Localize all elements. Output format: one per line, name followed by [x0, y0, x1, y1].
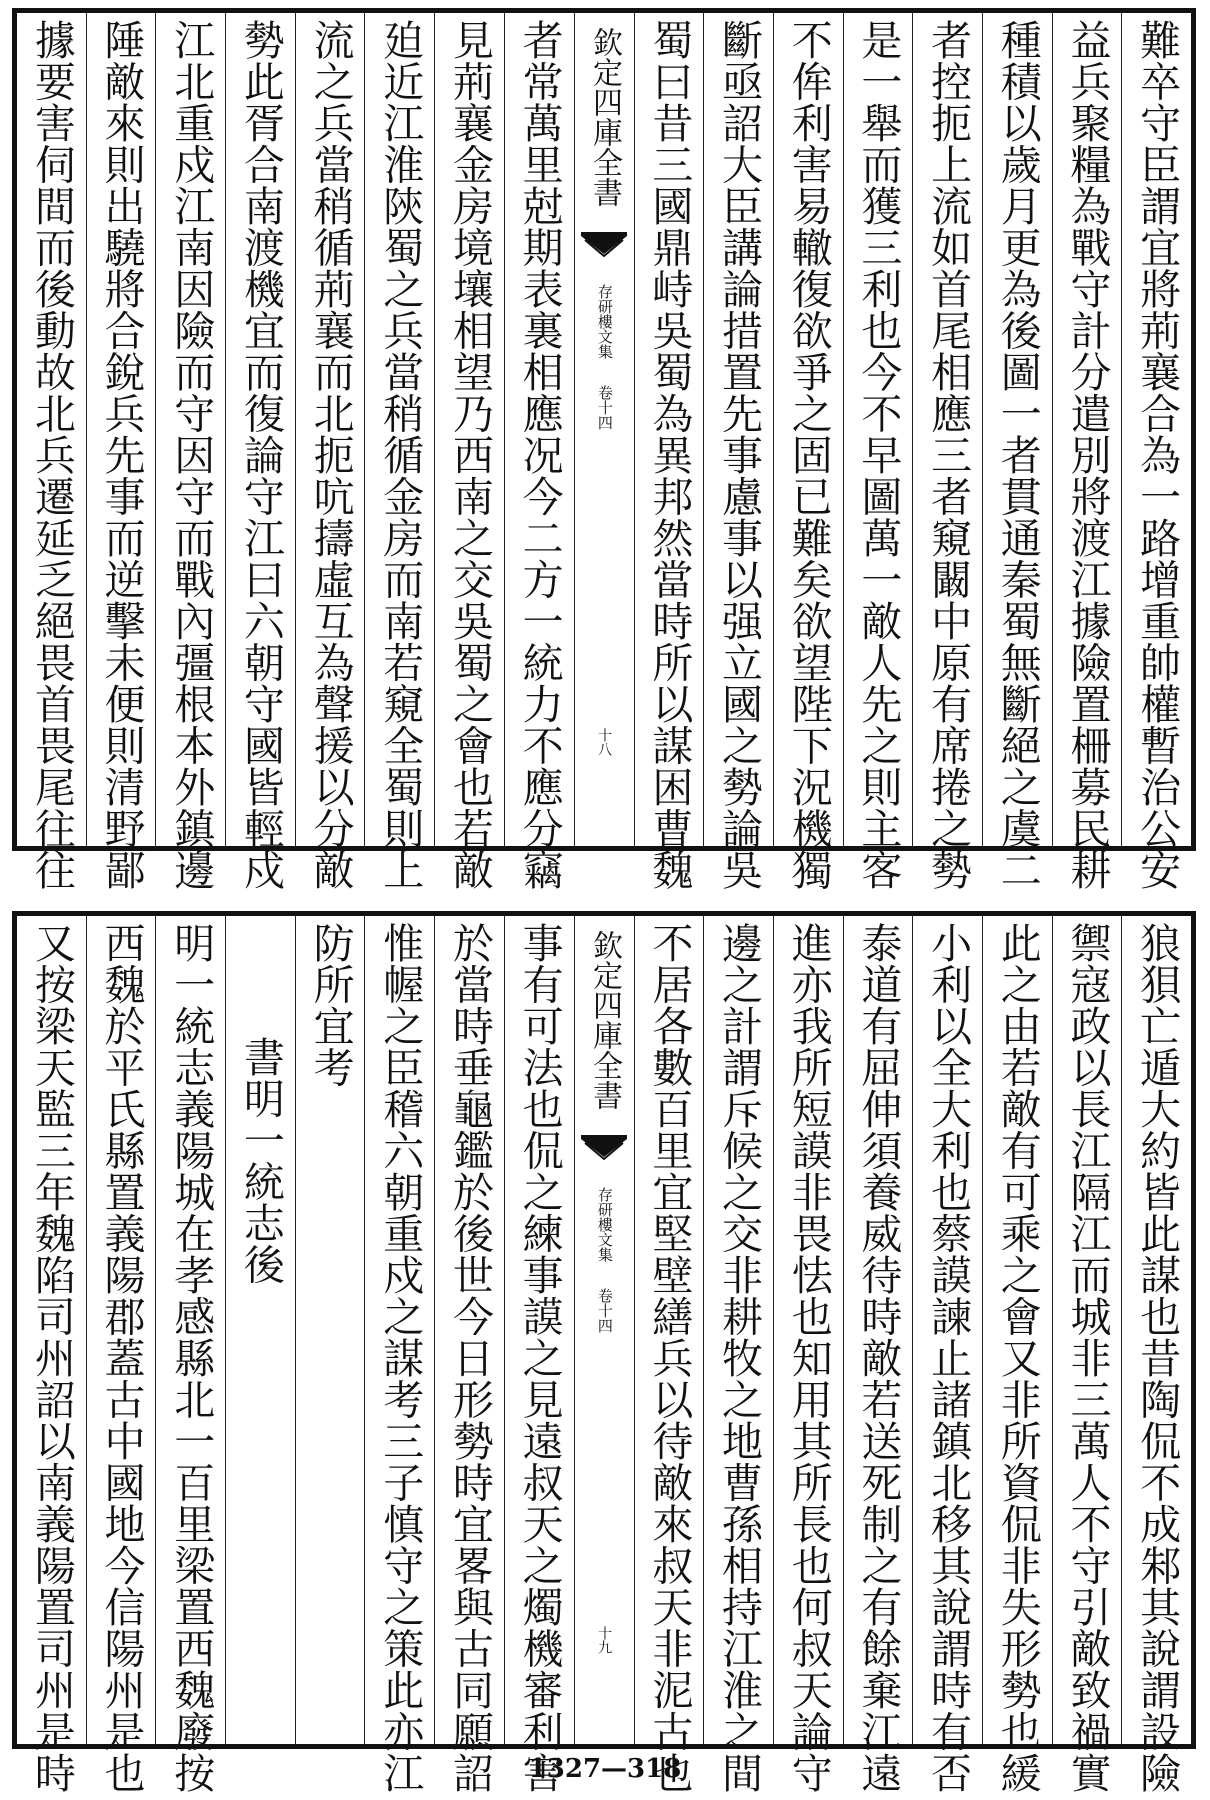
column-text: 於當時垂龜鑑於後世今日形勢時宜畧與古同願詔: [445, 922, 494, 1794]
text-column: [982, 13, 1052, 891]
text-column: [773, 13, 843, 891]
column-text: 惟幄之臣稽六朝重戍之謀考三子慎守之策此亦江: [376, 922, 425, 1794]
column-text: 斷亟詔大臣講論措置先事慮事以强立國之勢論吳: [715, 19, 764, 891]
text-column: [1121, 916, 1191, 1794]
column-text: 陲敵來則出驍將合銳兵先事而逆擊未便則清野鄙: [97, 19, 146, 891]
text-column: [364, 13, 434, 891]
column-text: 又按梁天監三年魏陷司州詔以南義陽置司州是時: [27, 922, 76, 1794]
fish-tail-mark-icon: [581, 232, 627, 258]
text-column: [17, 916, 86, 1794]
text-column: [912, 13, 982, 891]
text-column: [86, 916, 156, 1794]
page-number: 1327—318: [528, 1754, 682, 1784]
column-text: 明一統志義陽城在孝感縣北一百里梁置西魏廢按: [167, 922, 216, 1794]
text-column: [982, 916, 1052, 1794]
column-text: 事有可法也侃之練事謨之見遠叔天之燭機審利害: [515, 922, 564, 1794]
text-column: [504, 916, 574, 1794]
text-column: [434, 916, 504, 1794]
column-text: 此之由若敵有可乘之會又非所資侃非失形勢也緩: [993, 922, 1042, 1794]
column-text: 狼狽亡遁大約皆此謀也昔陶侃不成邾其說謂設險: [1133, 922, 1182, 1794]
column-text: 種積以歲月更為後圖一者貫通秦蜀無斷絕之虞二: [993, 19, 1042, 891]
column-text: 據要害伺間而後動故北兵遷延乏絕畏首畏尾往往: [27, 19, 76, 891]
column-text: 者控扼上流如首尾相應三者窺闞中原有席捲之勢: [924, 19, 973, 891]
column-text: 廹近江淮陝蜀之兵當稍循金房而南若窺全蜀則上: [376, 19, 425, 891]
text-column: [295, 916, 365, 1744]
text-column: [1052, 916, 1122, 1794]
column-text: 泰道有屈伸須養威待時敵若送死制之有餘棄江遠: [854, 922, 903, 1794]
column-text: 不侔利害易轍復欲爭之固已難矣欲望陛下況機獨: [784, 19, 833, 891]
text-column: [17, 13, 86, 891]
juan-number: 卷十四: [595, 1288, 614, 1333]
column-text: 禦寇政以長江隔江而城非三萬人不守引敵致禍實: [1063, 922, 1112, 1794]
folio-number: 十八: [596, 728, 612, 756]
book-title: 存研樓文集: [595, 284, 614, 359]
page-center-block: [574, 13, 634, 846]
top-page: [12, 8, 1196, 891]
text-column: [634, 916, 704, 1794]
essay-title: 書明一統志後: [236, 1036, 285, 1285]
text-column: [86, 13, 156, 891]
text-column: [295, 13, 365, 891]
column-text: 流之兵當稍循荊襄而北扼吭擣虛互為聲援以分敵: [306, 19, 355, 891]
juan-number: 卷十四: [595, 385, 614, 430]
column-text: 益兵聚糧為戰守計分遣別將渡江據險置柵募民耕: [1063, 19, 1112, 891]
text-column: [843, 13, 913, 891]
text-column: [703, 13, 773, 891]
text-column: [703, 916, 773, 1794]
column-text: 是一舉而獲三利也今不早圖萬一敵人先之則主客: [854, 19, 903, 891]
essay-title-column: [225, 916, 295, 1744]
fish-tail-mark-icon: [581, 1135, 627, 1161]
column-text: 難卒守臣謂宜將荊襄合為一路增重帥權暫治公安: [1133, 19, 1182, 891]
text-column: [843, 916, 913, 1794]
column-text: 防所宜考: [306, 922, 355, 1088]
book-title: 存研樓文集: [595, 1187, 614, 1262]
column-text: 不居各數百里宜堅壁繕兵以待敵來叔天非泥古也: [645, 922, 694, 1794]
column-text: 西魏於平氏縣置義陽郡蓋古中國地今信陽州是也: [97, 922, 146, 1794]
text-column: [225, 13, 295, 891]
text-column: [155, 916, 225, 1794]
column-text: 小利以全大利也蔡謨諫止諸鎮北移其說謂時有否: [924, 922, 973, 1794]
text-column: [634, 13, 704, 891]
column-text: 蜀曰昔三國鼎峙吳蜀為異邦然當時所以謀困曹魏: [645, 19, 694, 891]
text-column: [364, 916, 434, 1794]
series-title: 欽定四庫全書: [587, 27, 622, 207]
column-text: 者常萬里尅期表裏相應况今二方一統力不應分竊: [515, 19, 564, 891]
text-column: [155, 13, 225, 891]
text-column: [773, 916, 843, 1794]
column-text: 勢此胥合南渡機宜而復論守江曰六朝守國皆輕戍: [236, 19, 285, 891]
column-text: 邊之計謂斥候之交非耕牧之地曹孫相持江淮之間: [715, 922, 764, 1794]
folio-number: 十九: [596, 1626, 612, 1654]
page-center-block: [574, 916, 634, 1744]
column-text: 江北重戍江南因險而守因守而戰內彊根本外鎮邊: [167, 19, 216, 891]
text-column: [434, 13, 504, 891]
column-text: 進亦我所短謨非畏怯也知用其所長也何叔天論守: [784, 922, 833, 1794]
column-text: 見荊襄金房境壤相望乃西南之交吳蜀之會也若敵: [445, 19, 494, 891]
text-column: [1052, 13, 1122, 891]
text-column: [504, 13, 574, 891]
text-column: [912, 916, 982, 1794]
text-column: [1121, 13, 1191, 891]
series-title: 欽定四庫全書: [587, 930, 622, 1110]
